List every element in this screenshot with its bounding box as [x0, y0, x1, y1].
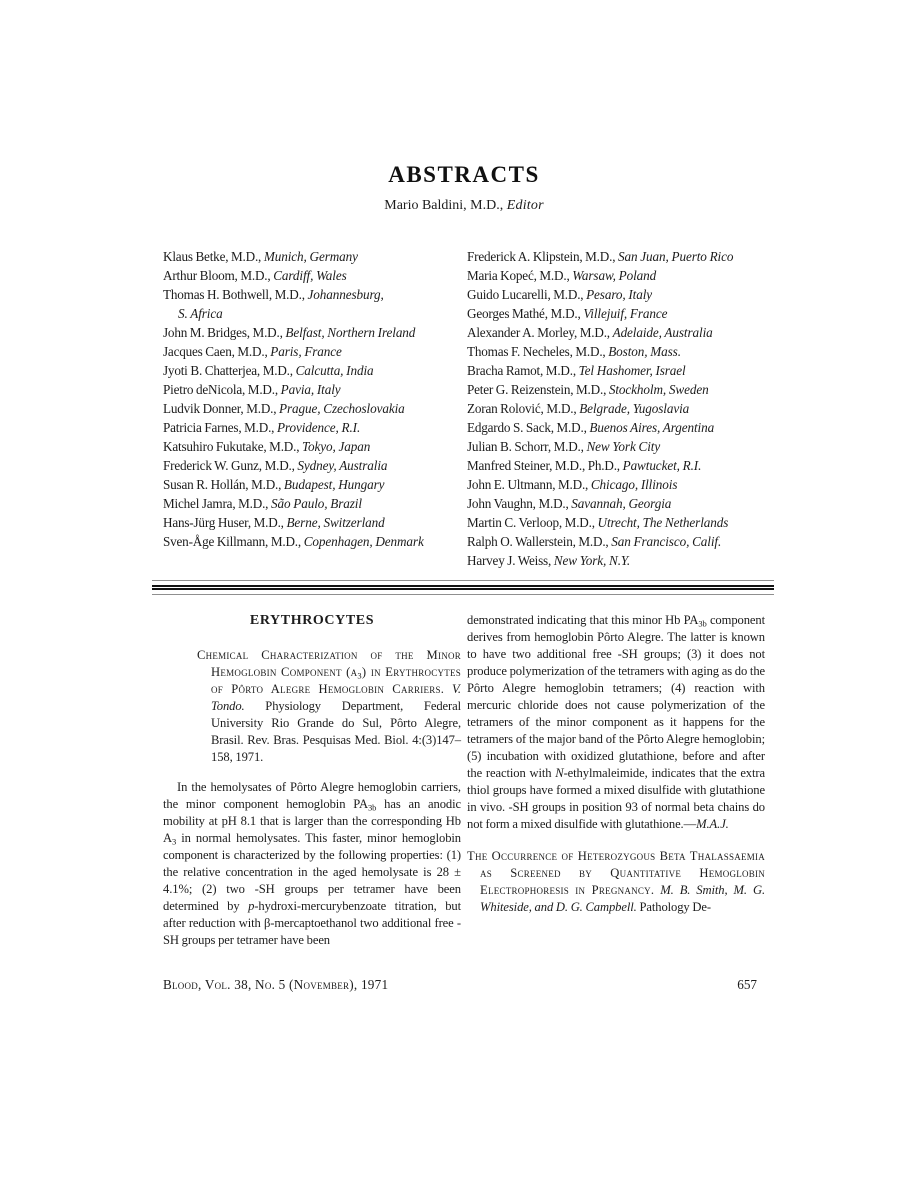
editors-list-left: [163, 247, 461, 570]
editor-entry: [467, 323, 765, 342]
editor-entry: [163, 456, 461, 475]
editor-name: Pietro deNicola, M.D.,: [163, 382, 281, 397]
editor-name: Bracha Ramot, M.D.,: [467, 363, 579, 378]
editor-entry: [467, 399, 765, 418]
editor-location: Belgrade, Yugoslavia: [579, 401, 690, 416]
editor-location: Munich, Germany: [263, 249, 358, 264]
editor-location: New York, N.Y.: [553, 553, 631, 568]
editors-list-right: [467, 247, 765, 570]
editor-name: Ralph O. Wallerstein, M.D.,: [467, 534, 612, 549]
editor-location: Pavia, Italy: [280, 382, 341, 397]
editor-location: New York City: [586, 439, 661, 454]
editor-name: Harvey J. Weiss,: [467, 553, 554, 568]
divider-rule-thick: [152, 585, 774, 590]
editor-byline-name: Mario Baldini, M.D.,: [384, 198, 504, 213]
editor-entry: [467, 494, 765, 513]
editor-entry: [467, 437, 765, 456]
editor-location: Villejuif, France: [583, 306, 668, 321]
editor-location: San Juan, Puerto Rico: [618, 249, 734, 264]
editor-name: Edgardo S. Sack, M.D.,: [467, 420, 590, 435]
abstracts-right-column: [467, 612, 765, 949]
editor-name: Frederick A. Klipstein, M.D.,: [467, 249, 618, 264]
editor-entry: [467, 456, 765, 475]
abstracts-left-column: [163, 612, 461, 949]
editor-location: Providence, R.I.: [276, 420, 361, 435]
editor-name: John E. Ultmann, M.D.,: [467, 477, 591, 492]
editor-entry: [163, 247, 461, 266]
editor-entry: [163, 361, 461, 380]
editor-entry: [467, 532, 765, 551]
editor-name: Thomas F. Necheles, M.D.,: [467, 344, 609, 359]
editor-name: Jyoti B. Chatterjea, M.D.,: [163, 363, 296, 378]
abstracts-section: [163, 612, 765, 949]
editor-entry: [163, 323, 461, 342]
editor-entry: [163, 342, 461, 361]
editor-location: Sydney, Australia: [297, 458, 388, 473]
page-title: ABSTRACTS: [388, 162, 540, 187]
editor-name: Manfred Steiner, M.D., Ph.D.,: [467, 458, 623, 473]
editor-entry: [467, 247, 765, 266]
editor-name: Klaus Betke, M.D.,: [163, 249, 264, 264]
abstract-1-paragraph-left: In the hemolysates of Pôrto Alegre hemoglobin carriers, the minor component hemoglobin $PA_{3b}$ has an anodic mobility at pH 8.1 that is larger than the corresponding Hb $A_3$ in normal hemolysates. This faster, minor hemoglobin component is characterized by the following properties: (1) the relative concentration in the aged hemolysate is 28 ± 4.1%; (2) two -SH groups per tetramer have been determined by p-hydroxi-mercurybenzoate titration, but after reduction with β-mercaptoethanol two additional free -SH groups per tetramer have been: [163, 780, 461, 947]
editor-entry: [163, 380, 461, 399]
editor-location: Tokyo, Japan: [302, 439, 371, 454]
editor-location: Savannah, Georgia: [571, 496, 672, 511]
editor-name: Guido Lucarelli, M.D.,: [467, 287, 587, 302]
page-footer: [163, 977, 765, 993]
editor-location: Prague, Czechoslovakia: [279, 401, 405, 416]
editor-entry: [467, 266, 765, 285]
editor-entry: [467, 380, 765, 399]
editor-location: Utrecht, The Netherlands: [597, 515, 729, 530]
editor-location: Tel Hashomer, Israel: [578, 363, 686, 378]
editor-entry: [163, 266, 461, 285]
footer-page-number: 657: [737, 977, 757, 992]
editor-name: Sven-Åge Killmann, M.D.,: [163, 534, 304, 549]
page-content: [163, 0, 765, 993]
editor-name: Jacques Caen, M.D.,: [163, 344, 271, 359]
editor-entry: [467, 513, 765, 532]
editor-name: Georges Mathé, M.D.,: [467, 306, 584, 321]
editor-location: Copenhagen, Denmark: [303, 534, 424, 549]
divider-rule: [152, 580, 774, 595]
editor-name: Zoran Rolović, M.D.,: [467, 401, 580, 416]
editor-location: Boston, Mass.: [608, 344, 681, 359]
editor-location: Calcutta, India: [295, 363, 374, 378]
editor-location: Adelaide, Australia: [612, 325, 713, 340]
editor-name: Katsuhiro Fukutake, M.D.,: [163, 439, 303, 454]
editor-location: Pawtucket, R.I.: [622, 458, 702, 473]
editor-location: Budapest, Hungary: [283, 477, 385, 492]
divider-rule-thin-bottom: [152, 594, 774, 595]
editor-entry: [163, 475, 461, 494]
editor-location: San Francisco, Calif.: [611, 534, 722, 549]
editor-entry: [467, 285, 765, 304]
editor-entry: [163, 513, 461, 532]
editor-entry: [163, 437, 461, 456]
editor-entry: [163, 532, 461, 551]
editor-entry: [163, 399, 461, 418]
editor-location: S. Africa: [178, 306, 223, 321]
editor-location: Belfast, Northern Ireland: [285, 325, 416, 340]
editor-entry: [467, 361, 765, 380]
editor-entry: [163, 418, 461, 437]
editor-name: Peter G. Reizenstein, M.D.,: [467, 382, 609, 397]
editor-name: Thomas H. Bothwell, M.D.,: [163, 287, 308, 302]
editor-entry: [467, 304, 765, 323]
editor-entry: [467, 475, 765, 494]
abstract-1-citation: Chemical Characterization of the Minor Hemoglobin Component $(a_3)$ in Erythrocytes of Pôrto Alegre Hemoglobin Carriers. V. Tondo. Physiology Department, Federal University Rio Grande do Sul, Pôrto Alegre, Brasil. Rev. Bras. Pesquisas Med. Biol. 4:(3)147–158, 1971.: [197, 648, 461, 764]
editor-location: Johannesburg,: [307, 287, 384, 302]
editor-entry: [467, 342, 765, 361]
editor-entry: [467, 418, 765, 437]
editor-name: Maria Kopeć, M.D.,: [467, 268, 573, 283]
editor-entry: [163, 494, 461, 513]
editor-location: Stockholm, Sweden: [608, 382, 709, 397]
editor-location: Cardiff, Wales: [273, 268, 347, 283]
editor-byline-role: Editor: [506, 198, 544, 213]
section-heading: ERYTHROCYTES: [249, 613, 375, 628]
editor-name: Alexander A. Morley, M.D.,: [467, 325, 613, 340]
editor-name: Hans-Jürg Huser, M.D.,: [163, 515, 287, 530]
editor-location: Pesaro, Italy: [586, 287, 653, 302]
editor-location: São Paulo, Brazil: [270, 496, 362, 511]
editor-name: Frederick W. Gunz, M.D.,: [163, 458, 298, 473]
editor-name: Martin C. Verloop, M.D.,: [467, 515, 598, 530]
editor-name: Ludvik Donner, M.D.,: [163, 401, 280, 416]
abstract-2-citation: The Occurrence of Heterozygous Beta Thalassaemia as Screened by Quantitative Hemoglobin Electrophoresis in Pregnancy. M. B. Smith, M. G. Whiteside, and D. G. Campbell. Pathology De-: [467, 849, 765, 914]
editorial-board-list: [163, 247, 765, 570]
editor-location: Paris, France: [270, 344, 342, 359]
divider-rule-thin-top: [152, 580, 774, 581]
editor-name: Patricia Farnes, M.D.,: [163, 420, 277, 435]
editor-byline: [163, 197, 765, 215]
editor-location: Warsaw, Poland: [572, 268, 657, 283]
editor-name: Susan R. Hollán, M.D.,: [163, 477, 284, 492]
editor-name: Michel Jamra, M.D.,: [163, 496, 271, 511]
editor-name: John M. Bridges, M.D.,: [163, 325, 286, 340]
abstract-1-paragraph-right: demonstrated indicating that this minor Hb $PA_{3b}$ component derives from hemoglobin Pôrto Alegre. The latter is known to have two additional free -SH groups; (3) it does not produce polymerization of the tetramers with aging as do the Pôrto Alegre hemoglobin tetramers; (4) reaction with mercuric chloride does not cause polymerization of the tetramers of the minor component as it happens for the tetramers of the major band of the Pôrto Alegre hemoglobin; (5) incubation with oxidized glutathione, before and after the reaction with N-ethylmaleimide, indicates that the extra thiol groups have formed a mixed disulfide with glutathione in vivo. -SH groups in position 93 of normal beta chains do not form a mixed disulfide with glutathione.—M.A.J.: [467, 613, 766, 831]
editor-location: Chicago, Illinois: [590, 477, 678, 492]
editor-location-continued: [163, 304, 461, 323]
footer-journal-line: Blood, Vol. 38, No. 5 (November), 1971: [163, 977, 389, 992]
editor-name: Julian B. Schorr, M.D.,: [467, 439, 587, 454]
editor-name: Arthur Bloom, M.D.,: [163, 268, 274, 283]
editor-entry: [467, 551, 765, 570]
editor-location: Buenos Aires, Argentina: [589, 420, 715, 435]
editor-entry: [163, 285, 461, 323]
editor-name: John Vaughn, M.D.,: [467, 496, 572, 511]
editor-location: Berne, Switzerland: [286, 515, 385, 530]
